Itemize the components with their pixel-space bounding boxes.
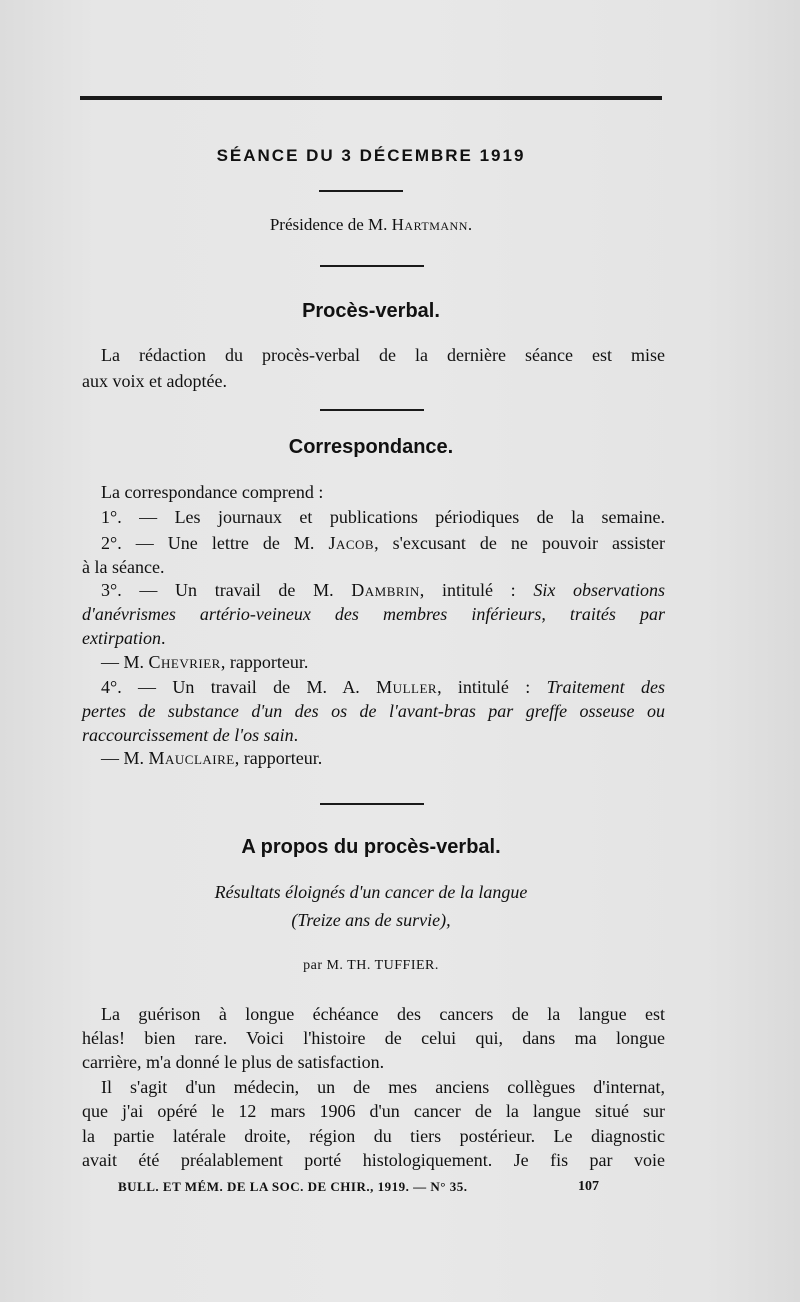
separator-rule — [320, 803, 424, 805]
item-text: 3°. — Un travail de M. — [101, 580, 352, 600]
paragraph-line: La guérison à longue échéance des cancers de la langue est — [101, 1004, 665, 1024]
presidence-line — [80, 215, 662, 235]
person-name: Mauclaire — [148, 748, 235, 768]
work-title: extirpation — [82, 628, 161, 648]
item-text: , rapporteur. — [234, 748, 323, 768]
session-title: SÉANCE DU 3 DÉCEMBRE 1919 — [216, 146, 526, 165]
paragraph-line: la partie latérale droite, région du tiers postérieur. Le diagnostic — [82, 1126, 665, 1146]
person-name: Muller — [376, 677, 438, 697]
article-subtitle: (Treize ans de survie), — [291, 910, 451, 930]
work-title-end — [82, 724, 665, 747]
paragraph-line: La rédaction du procès-verbal de la dernière séance est mise — [101, 345, 665, 365]
person-name: Dambrin — [351, 580, 420, 600]
separator-rule — [319, 190, 403, 192]
section-heading-correspondance: Correspondance. — [288, 436, 454, 458]
item-text: . — [293, 725, 299, 745]
item-text: — M. — [101, 652, 149, 672]
item-text: 2°. — Une lettre de M. — [101, 533, 329, 553]
presidence-prefix: Présidence de M. — [269, 215, 392, 234]
section-heading-proces-verbal: Procès-verbal. — [302, 300, 440, 322]
item-text: , intitulé : — [437, 677, 547, 697]
rapporteur-line — [101, 651, 684, 674]
person-name: Chevrier — [148, 652, 221, 672]
rapporteur-line — [101, 747, 684, 770]
paragraph-line: carrière, m'a donné le plus de satisfaction. — [82, 1052, 385, 1072]
paragraph-line: que j'ai opéré le 12 mars 1906 d'un cancer de la langue situé sur — [82, 1101, 665, 1121]
paragraph-line: Il s'agit d'un médecin, un de mes anciens collègues d'internat, — [101, 1077, 665, 1097]
item-text: 4°. — Un travail de M. A. — [101, 677, 377, 697]
work-title: Traitement des — [546, 677, 665, 697]
separator-rule — [320, 265, 424, 267]
item-text: , s'excusant de ne pouvoir assister — [374, 533, 666, 553]
item-text: , intitulé : — [419, 580, 534, 600]
separator-rule — [320, 409, 424, 411]
correspondance-item-2 — [101, 532, 665, 555]
president-name: Hartmann — [391, 215, 468, 234]
article-author: par M. TH. TUFFIER. — [303, 958, 439, 973]
paragraph-line: avait été préalablement porté histologiquement. Je fis par voie — [82, 1150, 665, 1170]
paragraph-line: aux voix et adoptée. — [82, 371, 227, 391]
person-name: Jacob — [328, 533, 375, 553]
work-title-end — [82, 627, 665, 650]
article-subtitle: Résultats éloignés d'un cancer de la langue — [214, 882, 528, 902]
correspondance-intro: La correspondance comprend : — [101, 482, 324, 502]
paragraph-line: hélas! bien rare. Voici l'histoire de celui qui, dans ma longue — [82, 1028, 665, 1048]
item-text: — M. — [101, 748, 149, 768]
correspondance-item-3 — [101, 579, 665, 602]
correspondance-item-4 — [101, 676, 665, 699]
presidence-suffix: . — [467, 215, 473, 234]
item-text: . — [161, 628, 166, 648]
correspondance-item-1: 1°. — Les journaux et publications périodiques de la semaine. — [101, 507, 665, 527]
work-title-line: pertes de substance d'un des os de l'avant-bras par greffe osseuse ou — [82, 701, 665, 721]
section-heading-apropos: A propos du procès-verbal. — [241, 836, 501, 858]
top-rule — [80, 96, 662, 100]
correspondance-item-2-cont: à la séance. — [82, 557, 165, 577]
work-title: raccourcissement de l'os sain — [82, 725, 294, 745]
work-title-line: d'anévrismes artério-veineux des membres inférieurs, traités par — [82, 604, 665, 624]
work-title: Six observations — [533, 580, 665, 600]
footer-citation: BULL. ET MÉM. DE LA SOC. DE CHIR., 1919. — N° 35. — [118, 1179, 468, 1194]
page-number: 107 — [578, 1179, 599, 1194]
item-text: , rapporteur. — [220, 652, 309, 672]
